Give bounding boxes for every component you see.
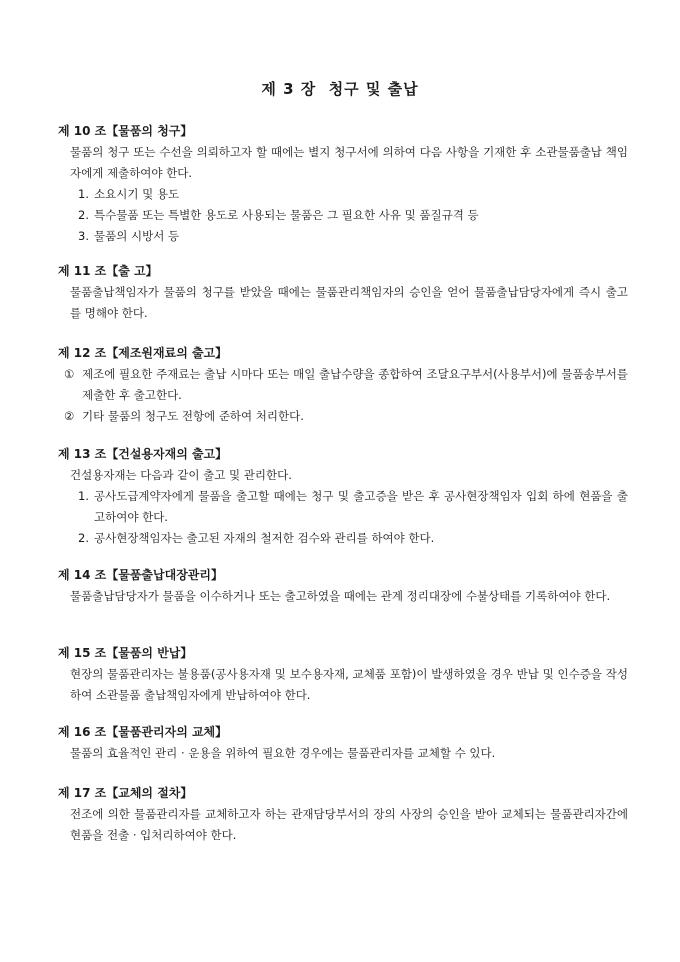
- list-item: [64, 406, 628, 427]
- article-10: [58, 122, 628, 247]
- article-paragraph: 물품출납책임자가 물품의 청구를 받았을 때에는 물품관리책임자의 승인을 얻어 물품출납담당자에게 즉시 출고를 명해야 한다.: [70, 285, 628, 320]
- article-paragraph: 물품의 효율적인 관리 · 운용을 위하여 필요한 경우에는 물품관리자를 교체할 수 있다.: [70, 746, 496, 760]
- article-heading: 제 10 조【물품의 청구】: [58, 124, 193, 138]
- article-16: [58, 723, 628, 764]
- list-item-text: 공사현장책임자는 출고된 자재의 철저한 검수와 관리를 하여야 한다.: [94, 531, 435, 545]
- list-item-text: 특수물품 또는 특별한 용도로 사용되는 물품은 그 필요한 사유 및 품질규격 등: [94, 208, 479, 222]
- article-17: [58, 784, 628, 846]
- list-item: [78, 528, 628, 549]
- article-heading: 제 13 조【건설용자재의 출고】: [58, 447, 228, 461]
- chapter-title: 제 3 장 청구 및 출납: [261, 80, 419, 98]
- article-paragraph: 건설용자재는 다음과 같이 출고 및 관리한다.: [70, 468, 292, 482]
- article-heading: 제 15 조【물품의 반납】: [58, 646, 193, 660]
- list-item-number: 1.: [78, 489, 89, 503]
- article-14: [58, 566, 628, 607]
- list-item-number: 2.: [78, 531, 89, 545]
- article-paragraph: 현장의 물품관리자는 불용품(공사용자재 및 보수용자재, 교체품 포함)이 발생하였을 경우 반납 및 인수증을 작성하여 소관물품 출납책임자에게 반납하여야 한다.: [70, 667, 628, 702]
- list-item-number: ②: [64, 409, 75, 423]
- article-paragraph: 물품의 청구 또는 수선을 의뢰하고자 할 때에는 별지 청구서에 의하여 다음 사항을 기재한 후 소관물품출납 책임자에게 제출하여야 한다.: [70, 145, 628, 180]
- list-item: [78, 486, 628, 528]
- article-13: [58, 445, 628, 549]
- list-item-number: 3.: [78, 229, 89, 243]
- article-heading: 제 12 조【제조원재료의 출고】: [58, 346, 228, 360]
- list-item-number: ①: [64, 367, 75, 381]
- article-15: [58, 644, 628, 706]
- list-item-number: 2.: [78, 208, 89, 222]
- list-item-text: 제조에 필요한 주재료는 출납 시마다 또는 매일 출납수량을 종합하여 조달요구부서(사용부서)에 물품송부서를 제출한 후 출고한다.: [82, 367, 628, 402]
- article-paragraph: 물품출납담당자가 물품을 이수하거나 또는 출고하였을 때에는 관계 정리대장에 수불상태를 기록하여야 한다.: [70, 589, 611, 603]
- list-item-text: 물품의 시방서 등: [94, 229, 180, 243]
- article-heading: 제 14 조【물품출납대장관리】: [58, 568, 223, 582]
- article-paragraph: 전조에 의한 물품관리자를 교체하고자 하는 관재담당부서의 장의 사장의 승인을 받아 교체되는 물품관리자간에 현품을 전출 · 입처리하여야 한다.: [70, 807, 628, 842]
- article-11: [58, 262, 628, 324]
- list-item-number: 1.: [78, 187, 89, 201]
- article-heading: 제 16 조【물품관리자의 교체】: [58, 725, 228, 739]
- article-heading: 제 11 조【출 고】: [58, 264, 158, 278]
- list-item-text: 기타 물품의 청구도 전항에 준하여 처리한다.: [82, 409, 304, 423]
- list-item: [78, 184, 628, 205]
- list-item-text: 공사도급계약자에게 물품을 출고할 때에는 청구 및 출고증을 받은 후 공사현장책임자 입회 하에 현품을 출고하여야 한다.: [94, 489, 628, 524]
- list-item: [78, 226, 628, 247]
- article-12: [58, 344, 628, 427]
- list-item-text: 소요시기 및 용도: [94, 187, 180, 201]
- list-item: [78, 205, 628, 226]
- list-item: [64, 364, 628, 406]
- article-heading: 제 17 조【교체의 절차】: [58, 786, 193, 800]
